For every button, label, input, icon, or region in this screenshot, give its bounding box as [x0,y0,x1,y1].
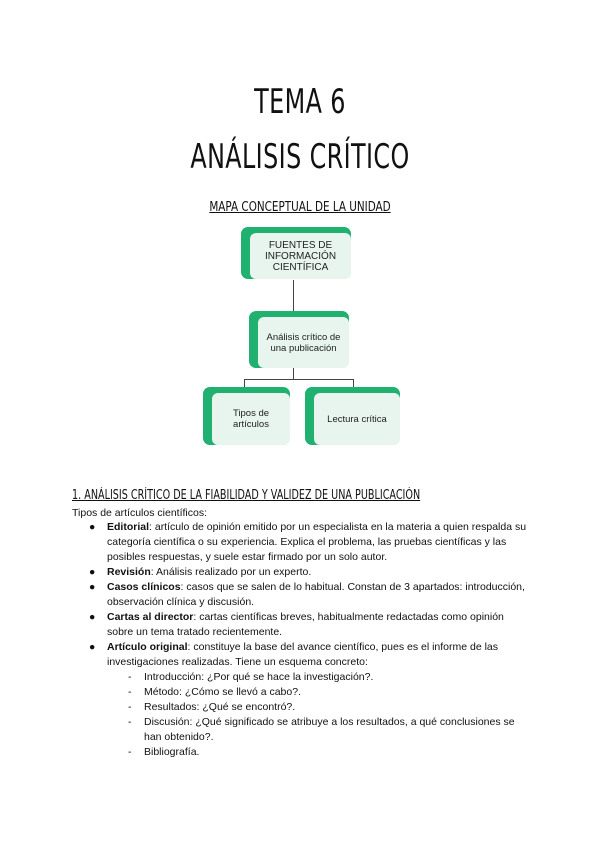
sub-list-item [107,745,532,760]
dash-icon: - [128,701,132,713]
bullet-icon: ● [89,641,96,653]
list-item [72,640,532,760]
page-title-line-2: ANÁLISIS CRÍTICO [190,137,410,177]
connector-right-branch [353,379,354,387]
description: : cartas científicas breves, habitualmente redactadas como opinión sobre un tema tratado recientemente. [107,611,504,638]
bullet-icon: ● [89,566,96,578]
bullet-icon: ● [89,611,96,623]
article-types-list [72,520,532,760]
sub-list-text: Discusión: ¿Qué significado se atribuye a los resultados, a qué conclusiones se han obtenido?. [144,716,515,743]
connector-top-middle [293,280,294,312]
sub-list-text: Bibliografía. [144,746,200,758]
dash-icon: - [128,716,132,728]
dash-icon: - [128,686,132,698]
dash-icon: - [128,746,132,758]
article-structure-list [107,670,532,760]
page-title-line-1: TEMA 6 [254,82,346,122]
list-item [72,580,532,610]
term: Casos clínicos [107,581,181,593]
node-tipos-articulos-label: Tipos de artículos [212,393,290,445]
list-item [72,610,532,640]
connector-left-branch [244,379,245,387]
term: Revisión [107,566,151,578]
term: Editorial [107,521,150,533]
section-intro: Tipos de artículos científicos: [72,507,208,519]
bullet-icon: ● [89,581,96,593]
list-item [72,520,532,565]
concept-map-heading: MAPA CONCEPTUAL DE LA UNIDAD [209,200,391,215]
term: Artículo original [107,641,188,653]
connector-horizontal [244,379,354,380]
node-analisis-critico [249,311,349,368]
sub-list-text: Introducción: ¿Por qué se hace la investigación?. [144,671,374,683]
list-item [72,565,532,580]
node-fuentes-informacion-label: FUENTES DE INFORMACIÓN CIENTÍFICA [250,233,351,279]
node-analisis-critico-label: Análisis crítico de una publicación [258,317,349,368]
sub-list-item [107,715,532,745]
sub-list-text: Resultados: ¿Qué se encontró?. [144,701,296,713]
description: : artículo de opinión emitido por un especialista en la materia a quien respalda su categoría científica o su experiencia. Explica el problema, las pruebas científicas y las posibles respuestas, y suele estar firmado por un solo autor. [107,521,527,563]
description: : constituye la base del avance científico, pues es el informe de las investigaciones realizadas. Tiene un esquema concreto: [107,641,499,668]
term: Cartas al director [107,611,194,623]
sub-list-item [107,685,532,700]
node-lectura-critica-label: Lectura crítica [314,393,400,445]
description: : Análisis realizado por un experto. [150,566,312,578]
node-tipos-articulos [203,387,290,445]
dash-icon: - [128,671,132,683]
bullet-icon: ● [89,521,96,533]
node-fuentes-informacion [241,227,351,279]
node-lectura-critica [305,387,400,445]
section-heading: 1. ANÁLISIS CRÍTICO DE LA FIABILIDAD Y VALIDEZ DE UNA PUBLICACIÓN [72,488,421,503]
sub-list-text: Método: ¿Cómo se llevó a cabo?. [144,686,301,698]
description: : casos que se salen de lo habitual. Constan de 3 apartados: introducción, observación clínica y discusión. [107,581,525,608]
sub-list-item [107,700,532,715]
sub-list-item [107,670,532,685]
